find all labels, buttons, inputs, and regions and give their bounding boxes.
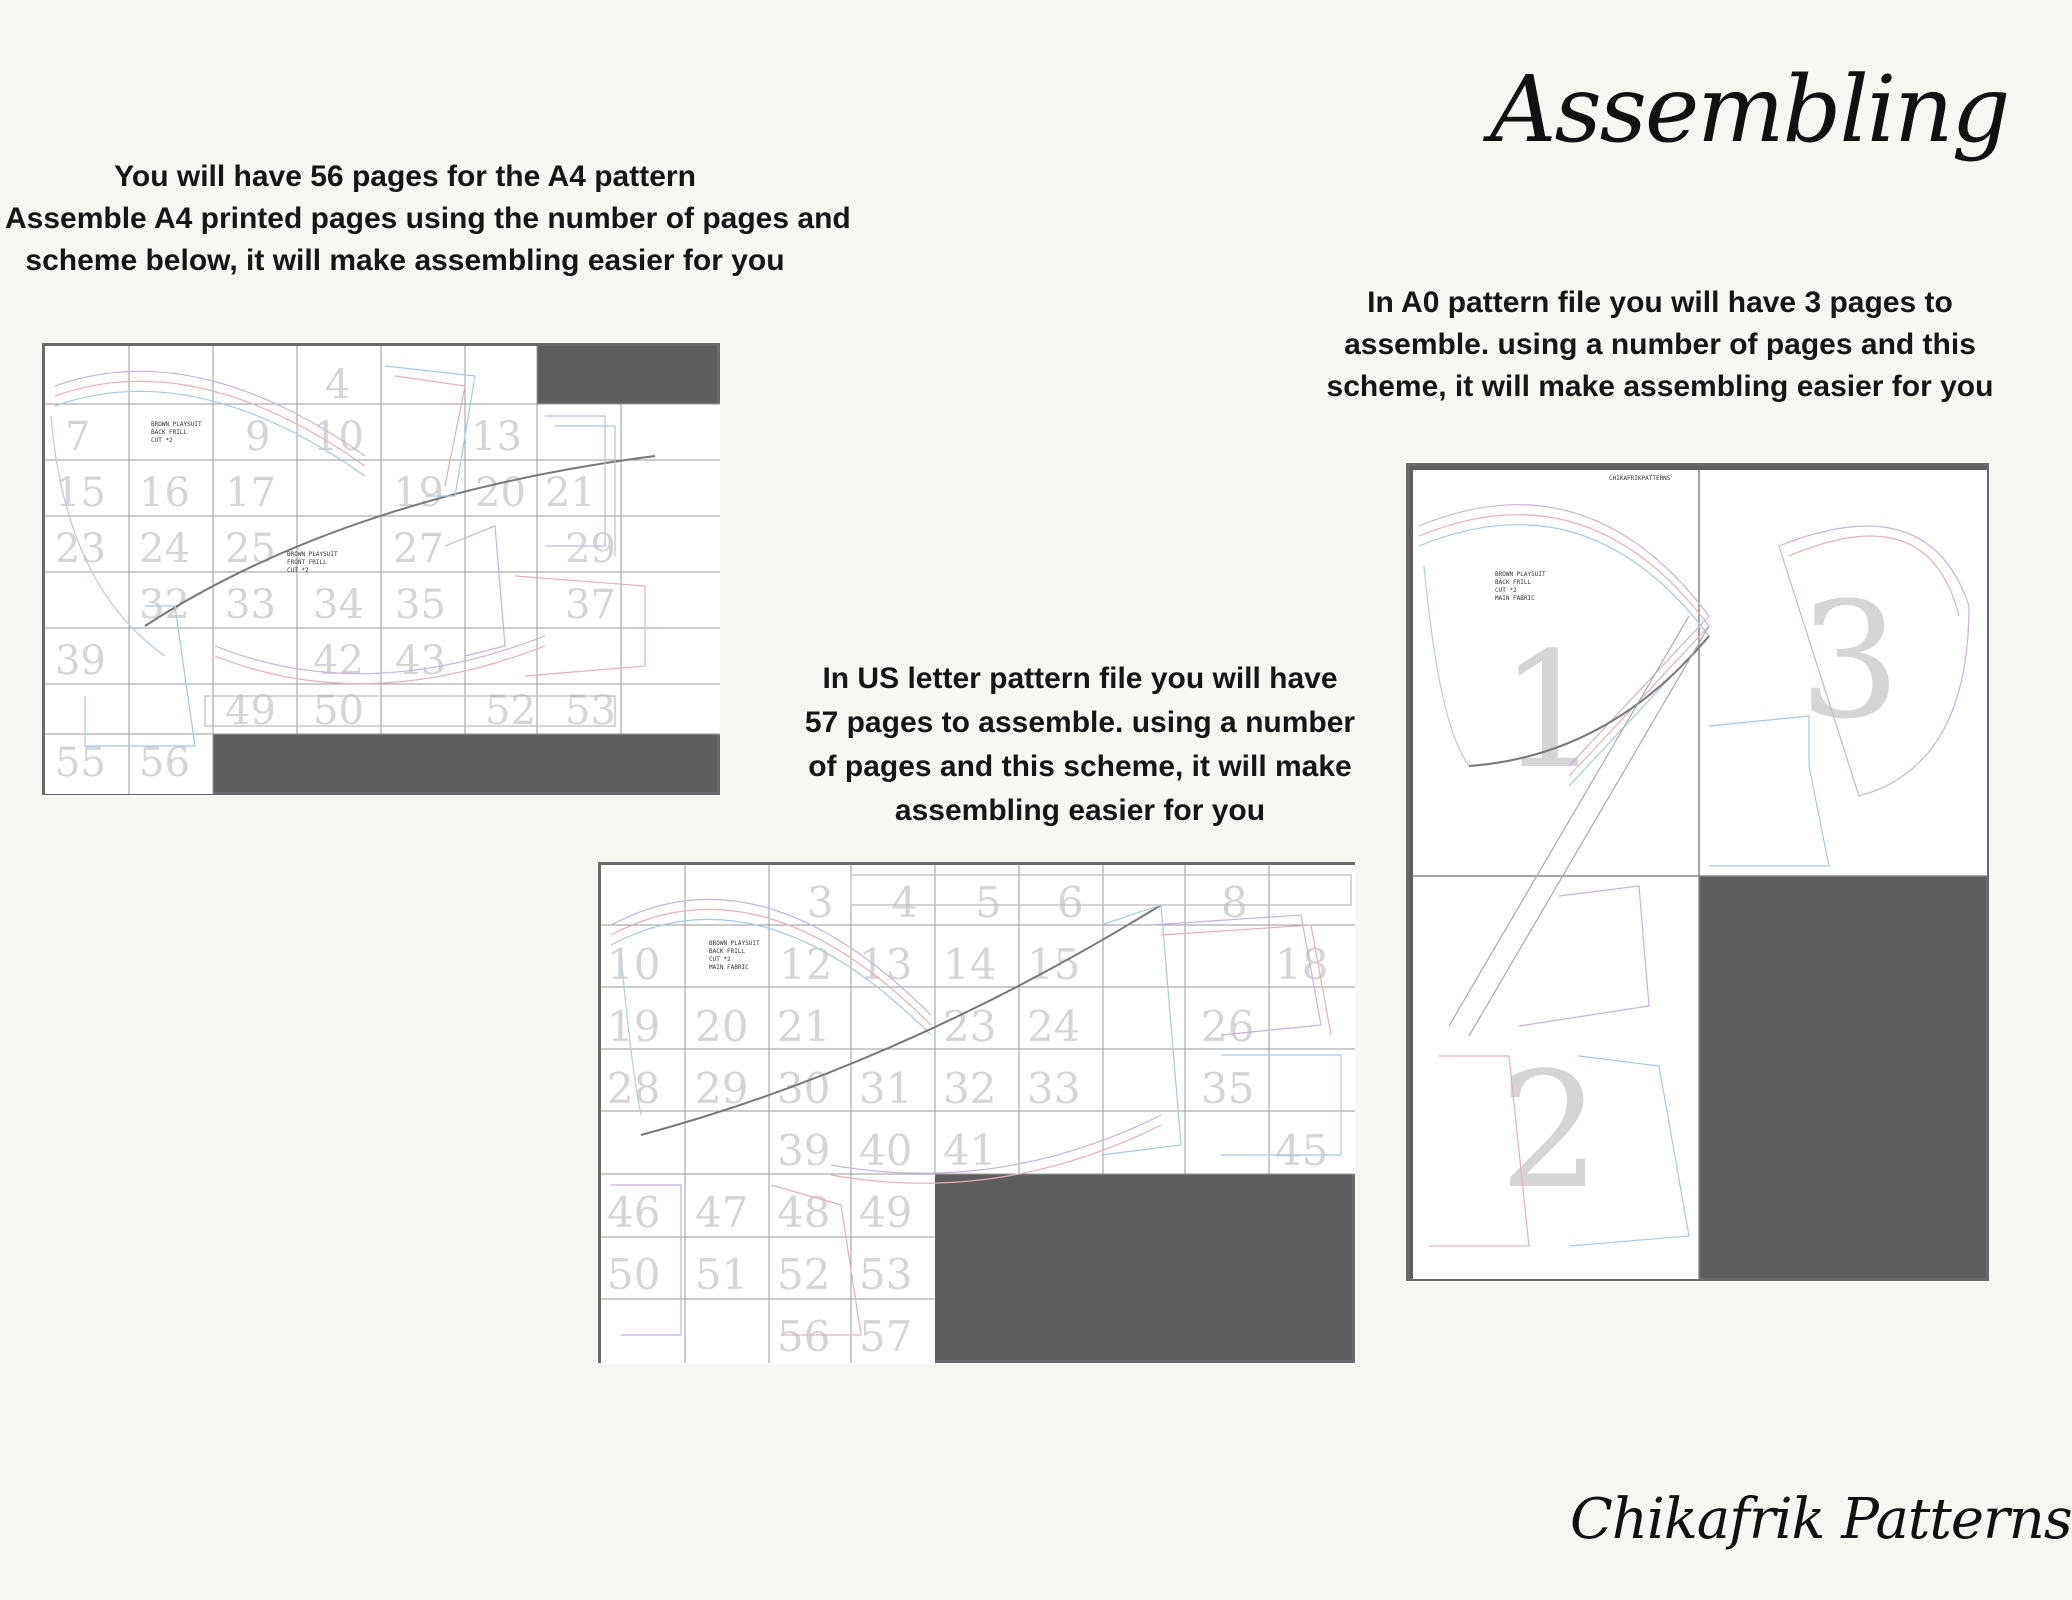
- svg-text:12: 12: [779, 940, 833, 989]
- svg-text:2: 2: [1499, 1037, 1601, 1224]
- svg-text:19: 19: [393, 470, 444, 516]
- svg-text:53: 53: [859, 1250, 913, 1299]
- svg-text:47: 47: [695, 1188, 749, 1237]
- svg-text:13: 13: [859, 940, 913, 989]
- svg-text:30: 30: [777, 1064, 831, 1113]
- svg-text:16: 16: [139, 470, 190, 516]
- svg-text:56: 56: [139, 740, 190, 786]
- svg-text:BROWN PLAYSUIT: BROWN PLAYSUIT: [709, 940, 760, 947]
- a4-assembly-scheme: [42, 343, 720, 795]
- svg-text:42: 42: [313, 638, 364, 684]
- svg-text:5: 5: [975, 878, 1002, 927]
- svg-text:49: 49: [859, 1188, 913, 1237]
- us-letter-instructions-line: assembling easier for you: [894, 794, 1266, 827]
- svg-text:BROWN PLAYSUIT: BROWN PLAYSUIT: [1495, 571, 1546, 578]
- svg-text:24: 24: [1027, 1002, 1081, 1051]
- svg-text:6: 6: [1057, 878, 1084, 927]
- a0-instructions-line: scheme, it will make assembling easier for you: [1326, 370, 1994, 403]
- svg-text:28: 28: [607, 1064, 661, 1113]
- svg-text:33: 33: [1027, 1064, 1081, 1113]
- svg-text:27: 27: [393, 526, 444, 572]
- svg-text:50: 50: [313, 688, 364, 734]
- svg-text:37: 37: [565, 582, 616, 628]
- svg-text:BROWN PLAYSUIT: BROWN PLAYSUIT: [151, 421, 202, 428]
- svg-text:14: 14: [943, 940, 997, 989]
- svg-text:7: 7: [65, 414, 91, 460]
- svg-text:4: 4: [891, 878, 918, 927]
- svg-text:BACK FRILL: BACK FRILL: [709, 948, 746, 955]
- us-letter-instructions: [780, 657, 1380, 833]
- svg-text:52: 52: [485, 688, 536, 734]
- svg-text:MAIN FABRIC: MAIN FABRIC: [709, 964, 749, 971]
- brand-signature: Chikafrik Patterns: [1570, 1487, 2072, 1552]
- svg-text:57: 57: [859, 1312, 913, 1361]
- svg-text:CUT *2: CUT *2: [151, 437, 173, 444]
- svg-text:10: 10: [313, 414, 364, 460]
- svg-text:43: 43: [395, 638, 446, 684]
- svg-text:17: 17: [225, 470, 276, 516]
- svg-text:BACK FRILL: BACK FRILL: [1495, 579, 1532, 586]
- a4-scheme-drawing: [45, 346, 723, 798]
- svg-text:3: 3: [1799, 567, 1901, 754]
- page-title: Assembling: [1490, 56, 2009, 163]
- svg-text:26: 26: [1201, 1002, 1255, 1051]
- svg-text:33: 33: [225, 582, 276, 628]
- svg-text:49: 49: [225, 688, 276, 734]
- svg-text:52: 52: [777, 1250, 831, 1299]
- a0-instructions-line: In A0 pattern file you will have 3 pages to: [1367, 286, 1953, 319]
- svg-text:CUT *2: CUT *2: [1495, 587, 1517, 594]
- a4-instructions-line: Assemble A4 printed pages using the number of pages and: [5, 202, 851, 235]
- svg-text:46: 46: [607, 1188, 661, 1237]
- us-letter-scheme-drawing: [601, 865, 1358, 1366]
- svg-text:35: 35: [395, 582, 446, 628]
- svg-text:51: 51: [695, 1250, 749, 1299]
- us-letter-assembly-scheme: [598, 862, 1355, 1363]
- svg-text:15: 15: [1027, 940, 1081, 989]
- svg-text:23: 23: [55, 526, 106, 572]
- svg-text:29: 29: [565, 526, 616, 572]
- svg-text:8: 8: [1221, 878, 1248, 927]
- svg-text:39: 39: [55, 638, 106, 684]
- svg-text:1: 1: [1499, 617, 1601, 804]
- svg-text:45: 45: [1275, 1126, 1329, 1175]
- svg-text:34: 34: [313, 582, 364, 628]
- svg-text:31: 31: [859, 1064, 913, 1113]
- a0-assembly-scheme: [1406, 463, 1989, 1281]
- svg-text:56: 56: [777, 1312, 831, 1361]
- svg-text:9: 9: [245, 414, 271, 460]
- a0-scheme-drawing: [1409, 466, 1992, 1284]
- svg-text:40: 40: [859, 1126, 913, 1175]
- svg-text:MAIN FABRIC: MAIN FABRIC: [1495, 595, 1535, 602]
- svg-text:25: 25: [225, 526, 276, 572]
- svg-text:CUT *2: CUT *2: [287, 567, 309, 574]
- us-letter-instructions-line: of pages and this scheme, it will make: [808, 750, 1352, 783]
- svg-text:BROWN PLAYSUIT: BROWN PLAYSUIT: [287, 551, 338, 558]
- a4-instructions-line: scheme below, it will make assembling easier for you: [25, 244, 785, 277]
- svg-text:29: 29: [695, 1064, 749, 1113]
- svg-text:39: 39: [777, 1126, 831, 1175]
- svg-text:13: 13: [471, 414, 522, 460]
- svg-text:21: 21: [545, 470, 596, 516]
- svg-text:55: 55: [55, 740, 106, 786]
- svg-text:23: 23: [943, 1002, 997, 1051]
- svg-text:35: 35: [1201, 1064, 1255, 1113]
- a0-instructions: [1320, 282, 2000, 408]
- svg-text:10: 10: [607, 940, 661, 989]
- a4-instructions-line: You will have 56 pages for the A4 pattern: [114, 160, 696, 193]
- a4-instructions: [5, 156, 851, 282]
- svg-text:48: 48: [777, 1188, 831, 1237]
- svg-text:FRONT FRILL: FRONT FRILL: [287, 559, 327, 566]
- svg-text:CHIKAFRIKPATTERNS: CHIKAFRIKPATTERNS: [1609, 475, 1671, 482]
- svg-text:21: 21: [777, 1002, 831, 1051]
- svg-text:20: 20: [475, 470, 526, 516]
- svg-text:32: 32: [943, 1064, 997, 1113]
- svg-text:CUT *2: CUT *2: [709, 956, 731, 963]
- svg-text:19: 19: [607, 1002, 661, 1051]
- svg-text:41: 41: [943, 1126, 997, 1175]
- us-letter-instructions-line: 57 pages to assemble. using a number: [804, 706, 1356, 739]
- svg-text:18: 18: [1275, 940, 1329, 989]
- us-letter-instructions-line: In US letter pattern file you will have: [822, 662, 1338, 695]
- svg-text:50: 50: [607, 1250, 661, 1299]
- svg-text:32: 32: [139, 582, 190, 628]
- svg-text:53: 53: [565, 688, 616, 734]
- svg-text:4: 4: [325, 362, 351, 408]
- svg-text:24: 24: [139, 526, 190, 572]
- svg-text:BACK FRILL: BACK FRILL: [151, 429, 188, 436]
- svg-text:20: 20: [695, 1002, 749, 1051]
- svg-text:3: 3: [807, 878, 834, 927]
- a0-instructions-line: assemble. using a number of pages and this: [1344, 328, 1976, 361]
- svg-text:15: 15: [55, 470, 106, 516]
